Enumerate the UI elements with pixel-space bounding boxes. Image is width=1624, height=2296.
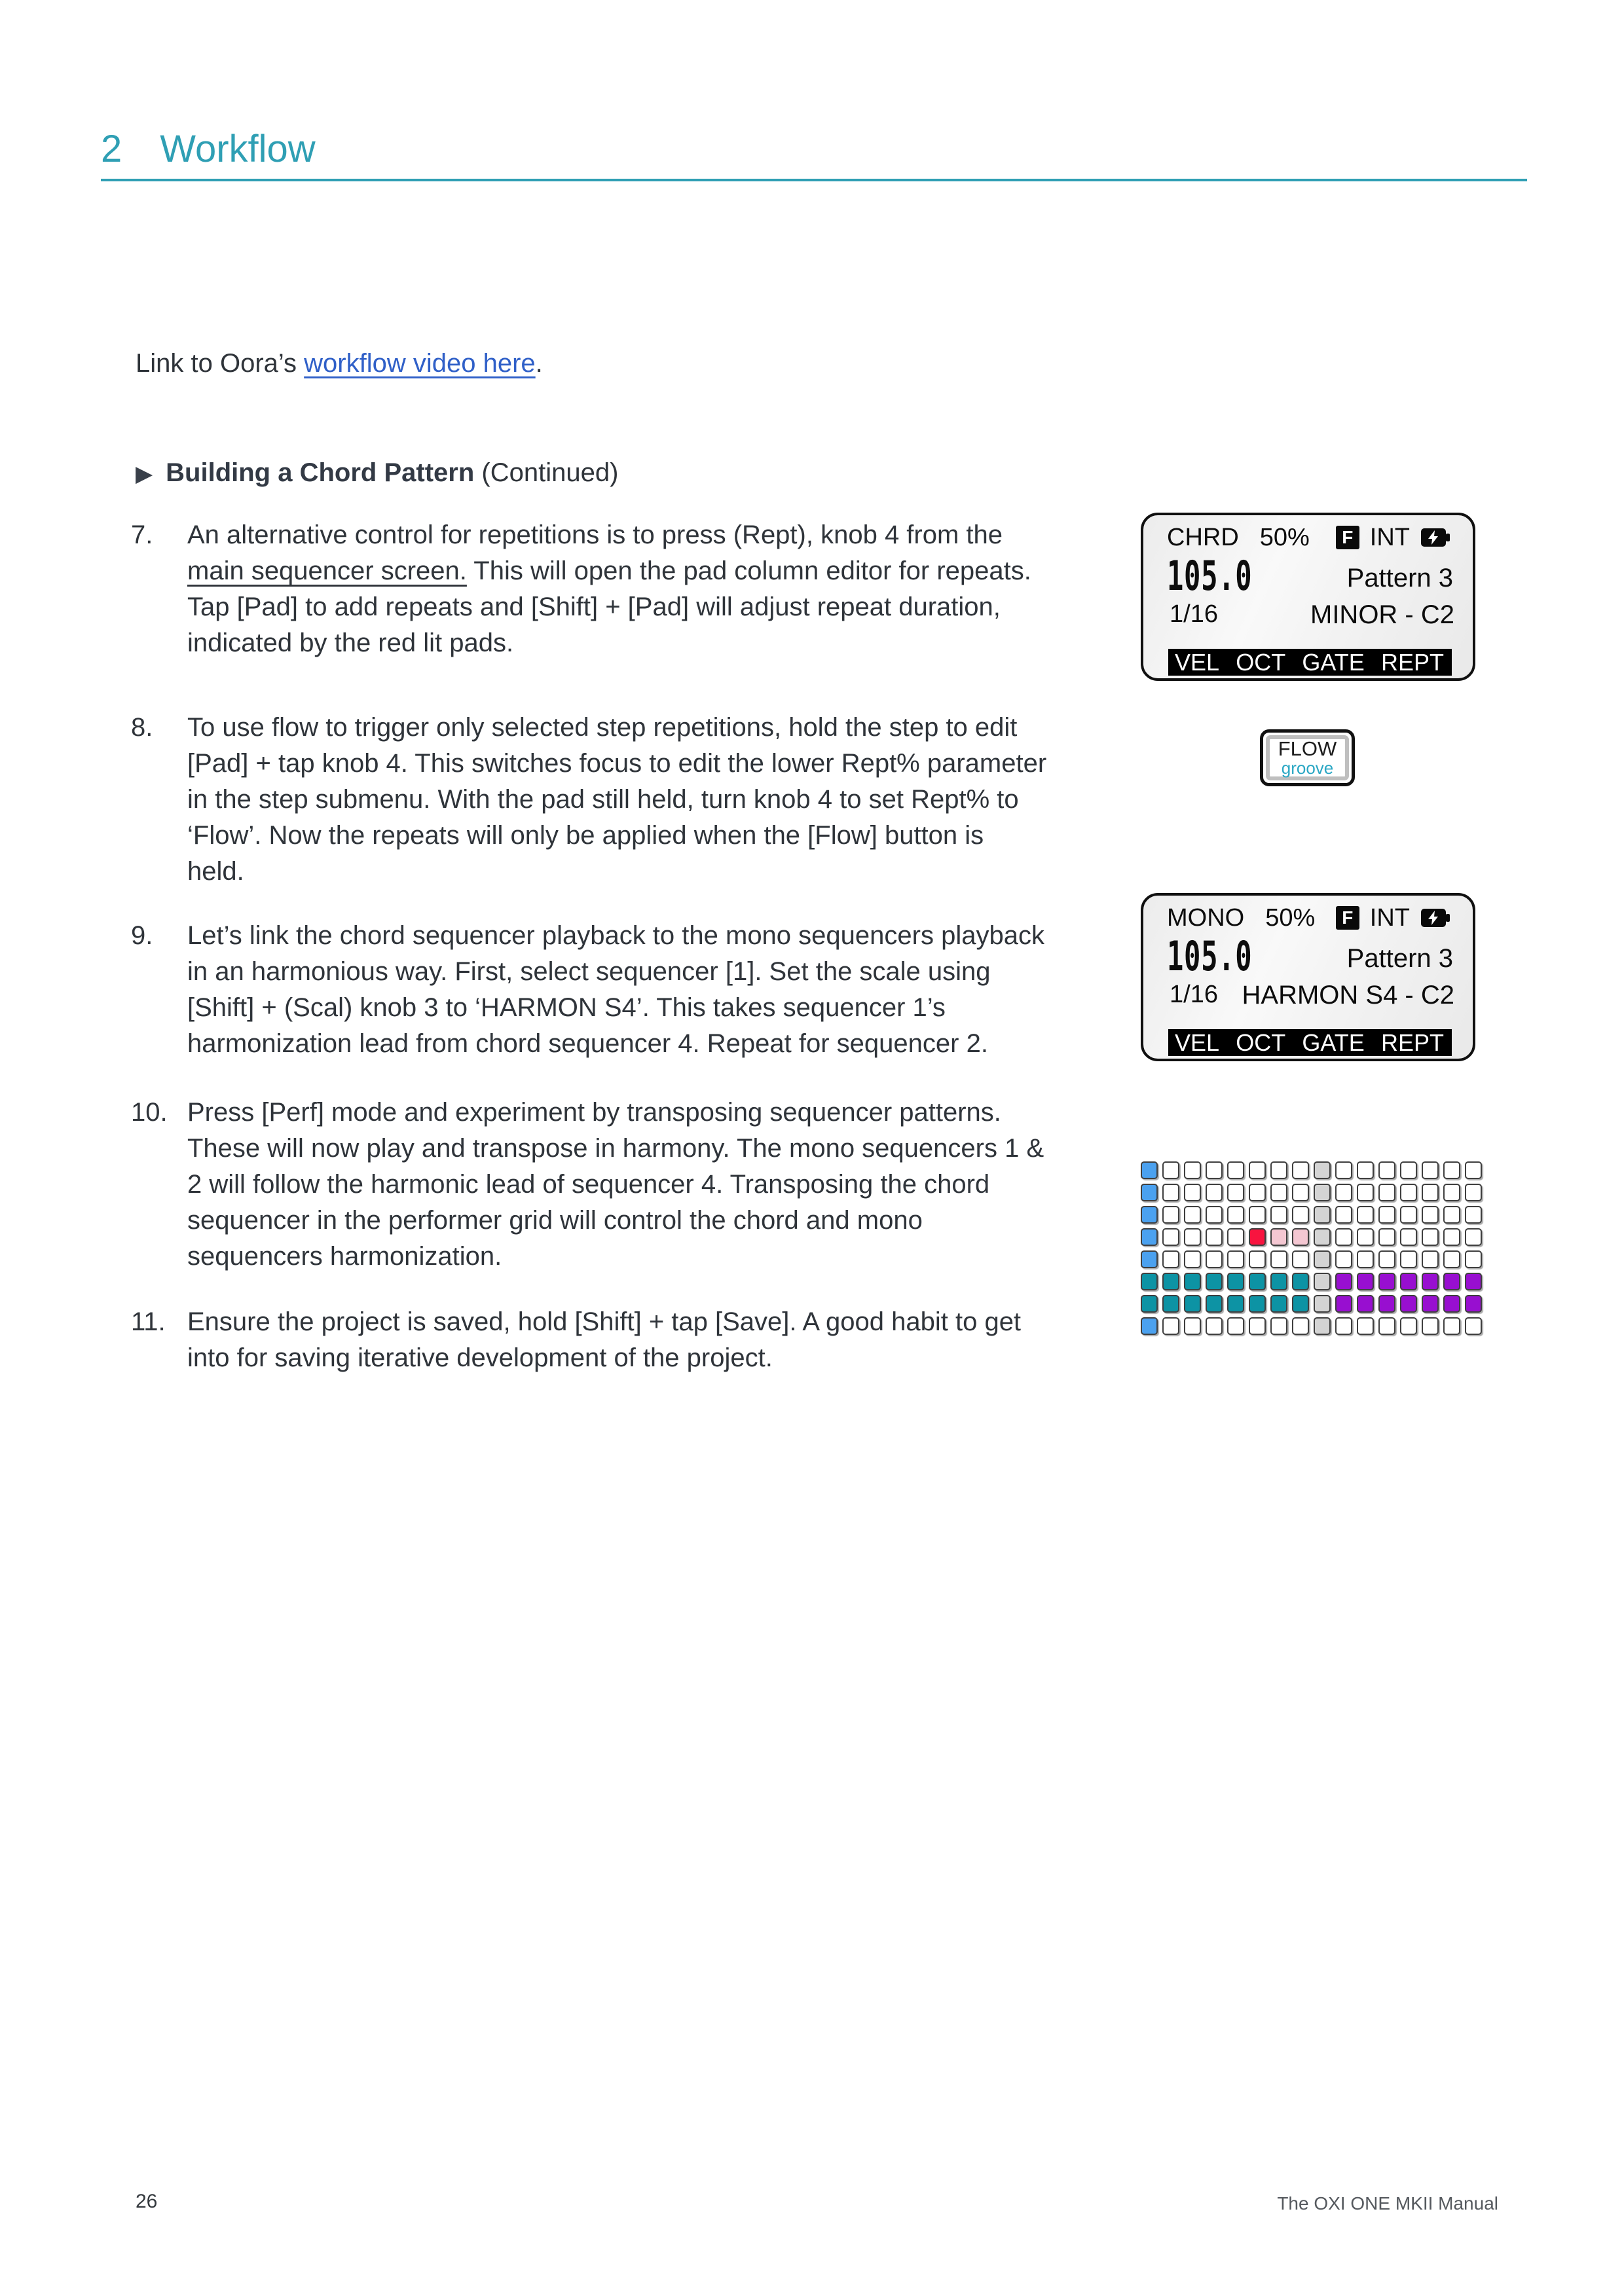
lcd-sync-mode: INT: [1369, 523, 1410, 551]
pad: [1335, 1228, 1352, 1246]
pad: [1249, 1184, 1266, 1201]
pad: [1357, 1295, 1374, 1313]
pad: [1270, 1295, 1287, 1313]
pad: [1249, 1161, 1266, 1179]
pad: [1206, 1295, 1223, 1313]
pad: [1227, 1295, 1244, 1313]
pad: [1378, 1228, 1395, 1246]
lcd-menu-bar: [1168, 1029, 1452, 1056]
pad: [1422, 1317, 1439, 1335]
pad: [1270, 1161, 1287, 1179]
pad: [1378, 1250, 1395, 1268]
pad: [1378, 1317, 1395, 1335]
item-number: 7.: [131, 520, 153, 549]
pad: [1227, 1206, 1244, 1224]
pad: [1206, 1184, 1223, 1201]
pad: [1335, 1184, 1352, 1201]
item-text: This will open the pad column editor for repeats. Tap [Pad] to add repeats and [Shift] + [Pad] will adjust repeat duration, indicated by the red lit pads.: [187, 556, 1031, 657]
pad: [1141, 1206, 1158, 1224]
lcd-menu-oct: OCT: [1236, 648, 1286, 676]
pad: [1249, 1317, 1266, 1335]
pad-grid: [1141, 1161, 1482, 1335]
lcd-menu-vel: VEL: [1175, 1029, 1220, 1056]
pad: [1162, 1295, 1179, 1313]
pad: [1292, 1184, 1309, 1201]
pad: [1184, 1250, 1201, 1268]
pad: [1400, 1250, 1417, 1268]
pad: [1141, 1317, 1158, 1335]
pad: [1443, 1161, 1460, 1179]
pad: [1184, 1228, 1201, 1246]
pad: [1141, 1228, 1158, 1246]
pad: [1378, 1184, 1395, 1201]
pad: [1162, 1228, 1179, 1246]
lcd-menu-rept: REPT: [1380, 1029, 1444, 1056]
pad: [1270, 1184, 1287, 1201]
pad: [1465, 1161, 1482, 1179]
flow-button-sublabel: groove: [1281, 758, 1334, 778]
pad: [1443, 1228, 1460, 1246]
pad: [1443, 1295, 1460, 1313]
pad: [1357, 1206, 1374, 1224]
pad: [1249, 1228, 1266, 1246]
pad: [1400, 1184, 1417, 1201]
pad: [1141, 1250, 1158, 1268]
pad: [1443, 1273, 1460, 1290]
pad: [1378, 1161, 1395, 1179]
list-item-9: [131, 918, 1048, 1062]
lcd-menu-rept: REPT: [1380, 648, 1444, 676]
chapter-heading: [101, 127, 316, 171]
pad: [1227, 1317, 1244, 1335]
pad: [1206, 1317, 1223, 1335]
pad: [1335, 1295, 1352, 1313]
list-item-11: [131, 1304, 1048, 1376]
pad: [1443, 1184, 1460, 1201]
pad: [1422, 1228, 1439, 1246]
pad: [1162, 1161, 1179, 1179]
section-arrow-icon: ▶: [136, 462, 153, 486]
pad: [1249, 1273, 1266, 1290]
flow-button: [1260, 729, 1355, 786]
pad: [1400, 1295, 1417, 1313]
lcd-screen-mono: [1141, 893, 1475, 1061]
pad: [1292, 1273, 1309, 1290]
pad: [1184, 1184, 1201, 1201]
section-title: Building a Chord Pattern: [166, 458, 475, 487]
item-text: Press [Perf] mode and experiment by transposing sequencer patterns. These will now play and transpose in harmony. The mono sequencers 1 & 2 will follow the harmonic lead of sequencer 4. Transposing the chord sequencer in the performer grid will control the chord and mono sequencers harmonization.: [187, 1098, 1044, 1271]
pad: [1422, 1184, 1439, 1201]
lcd-top-row: [1167, 903, 1450, 932]
pad: [1184, 1317, 1201, 1335]
pad: [1141, 1273, 1158, 1290]
lcd-menu-gate: GATE: [1302, 648, 1365, 676]
pad: [1465, 1184, 1482, 1201]
pad: [1162, 1317, 1179, 1335]
pad: [1378, 1206, 1395, 1224]
chapter-title: Workflow: [160, 128, 316, 170]
list-item-7: [131, 517, 1048, 661]
section-suffix: (Continued): [474, 458, 619, 487]
item-number: 8.: [131, 713, 153, 742]
section-heading: [136, 458, 618, 488]
pad: [1292, 1317, 1309, 1335]
pad: [1206, 1228, 1223, 1246]
pad: [1270, 1317, 1287, 1335]
lcd-top-row: [1167, 523, 1450, 552]
item-number: 11.: [131, 1307, 166, 1336]
pad: [1292, 1250, 1309, 1268]
chapter-rule: [101, 179, 1527, 181]
lcd-scale-value: HARMON S4 - C2: [1242, 981, 1454, 1010]
pad: [1162, 1273, 1179, 1290]
intro-line: [136, 349, 543, 378]
pad: [1162, 1250, 1179, 1268]
item-text: To use flow to trigger only selected step repetitions, hold the step to edit [Pad] + tap knob 4. This switches focus to edit the lower Rept% parameter in the step submenu. With the pad still held, turn knob 4 to set Rept% to ‘Flow’. Now the repeats will only be applied when the [Flow] button is held.: [187, 713, 1047, 886]
pad: [1292, 1206, 1309, 1224]
flow-flag-icon: F: [1336, 526, 1359, 549]
pad: [1357, 1161, 1374, 1179]
pad: [1227, 1273, 1244, 1290]
pad: [1357, 1250, 1374, 1268]
list-item-8: [131, 710, 1048, 890]
pad: [1335, 1161, 1352, 1179]
pad: [1465, 1228, 1482, 1246]
pad: [1378, 1273, 1395, 1290]
pad: [1292, 1295, 1309, 1313]
battery-icon: [1420, 528, 1450, 547]
pad: [1249, 1295, 1266, 1313]
pad: [1227, 1161, 1244, 1179]
pad: [1465, 1295, 1482, 1313]
pad: [1141, 1161, 1158, 1179]
lcd-division-value: 1/16: [1170, 981, 1218, 1008]
lcd-sync-mode: INT: [1369, 903, 1410, 932]
lcd-scale-value: MINOR - C2: [1310, 600, 1454, 629]
pad: [1422, 1161, 1439, 1179]
intro-prefix: Link to Oora’s: [136, 349, 304, 378]
pad: [1292, 1228, 1309, 1246]
pad: [1270, 1250, 1287, 1268]
pad: [1357, 1184, 1374, 1201]
pad: [1227, 1250, 1244, 1268]
pad: [1422, 1273, 1439, 1290]
pad: [1141, 1184, 1158, 1201]
item-text: Let’s link the chord sequencer playback to the mono sequencers playback in an harmonious way. First, select sequencer [1]. Set the scale using [Shift] + (Scal) knob 3 to ‘HARMON S4’. This takes sequencer 1’s harmonization lead from chord sequencer 4. Repeat for sequencer 2.: [187, 921, 1044, 1058]
pad: [1465, 1273, 1482, 1290]
pad: [1314, 1295, 1331, 1313]
flow-button-face: [1266, 735, 1349, 780]
lcd-track-name: MONO: [1167, 903, 1245, 932]
pad: [1206, 1273, 1223, 1290]
pad: [1184, 1273, 1201, 1290]
pad: [1422, 1206, 1439, 1224]
item-number: 9.: [131, 921, 153, 950]
pad: [1314, 1184, 1331, 1201]
lcd-division-value: 1/16: [1170, 600, 1218, 628]
pad: [1141, 1295, 1158, 1313]
pad: [1314, 1250, 1331, 1268]
pad: [1400, 1228, 1417, 1246]
pad: [1422, 1295, 1439, 1313]
lcd-pattern-label: Pattern 3: [1346, 944, 1453, 973]
pad: [1443, 1317, 1460, 1335]
battery-icon: [1420, 908, 1450, 928]
pad: [1443, 1250, 1460, 1268]
pad: [1443, 1206, 1460, 1224]
pad: [1270, 1206, 1287, 1224]
lcd-menu-oct: OCT: [1236, 1029, 1286, 1056]
lcd-pattern-label: Pattern 3: [1346, 564, 1453, 592]
pad: [1227, 1228, 1244, 1246]
pad: [1400, 1206, 1417, 1224]
manual-title: The OXI ONE MKII Manual: [1277, 2193, 1498, 2214]
item-text: Ensure the project is saved, hold [Shift] + tap [Save]. A good habit to get into for saving iterative development of the project.: [187, 1307, 1022, 1372]
pad: [1206, 1161, 1223, 1179]
pad: [1162, 1206, 1179, 1224]
pad: [1400, 1317, 1417, 1335]
lcd-screen-chord: [1141, 513, 1475, 681]
lcd-menu-bar: [1168, 649, 1452, 676]
pad: [1184, 1295, 1201, 1313]
flow-flag-icon: F: [1336, 906, 1359, 930]
pad: [1465, 1250, 1482, 1268]
pad: [1206, 1250, 1223, 1268]
pad: [1465, 1206, 1482, 1224]
pad: [1249, 1206, 1266, 1224]
pad: [1400, 1273, 1417, 1290]
lcd-bpm-value: 105.0: [1167, 932, 1253, 980]
pad: [1270, 1273, 1287, 1290]
pad: [1314, 1206, 1331, 1224]
pad: [1292, 1161, 1309, 1179]
pad: [1314, 1317, 1331, 1335]
pad: [1335, 1250, 1352, 1268]
lcd-swing-value: 50%: [1265, 903, 1316, 932]
workflow-video-link[interactable]: workflow video here: [304, 349, 536, 378]
pad: [1184, 1206, 1201, 1224]
chapter-number: 2: [101, 128, 122, 170]
list-item-10: [131, 1095, 1048, 1275]
pad: [1465, 1317, 1482, 1335]
pad: [1335, 1206, 1352, 1224]
pad: [1249, 1250, 1266, 1268]
flow-button-label: FLOW: [1278, 737, 1337, 760]
item-text: An alternative control for repetitions is to press (Rept), knob 4 from the: [187, 520, 1003, 549]
pad: [1335, 1317, 1352, 1335]
item-text-underlined: main sequencer screen.: [187, 556, 467, 585]
page-number: 26: [136, 2191, 158, 2212]
pad: [1357, 1273, 1374, 1290]
lcd-swing-value: 50%: [1259, 523, 1310, 551]
pad: [1227, 1184, 1244, 1201]
lcd-bpm-value: 105.0: [1167, 552, 1253, 600]
pad: [1422, 1250, 1439, 1268]
lcd-track-name: CHRD: [1167, 523, 1239, 551]
pad: [1357, 1228, 1374, 1246]
pad: [1314, 1161, 1331, 1179]
pad: [1378, 1295, 1395, 1313]
pad: [1162, 1184, 1179, 1201]
pad: [1314, 1228, 1331, 1246]
pad: [1400, 1161, 1417, 1179]
pad: [1335, 1273, 1352, 1290]
pad: [1314, 1273, 1331, 1290]
item-number: 10.: [131, 1098, 168, 1127]
lcd-menu-gate: GATE: [1302, 1029, 1365, 1056]
intro-suffix: .: [535, 349, 543, 378]
lcd-menu-vel: VEL: [1175, 648, 1220, 676]
pad: [1184, 1161, 1201, 1179]
pad: [1357, 1317, 1374, 1335]
pad: [1270, 1228, 1287, 1246]
pad: [1206, 1206, 1223, 1224]
